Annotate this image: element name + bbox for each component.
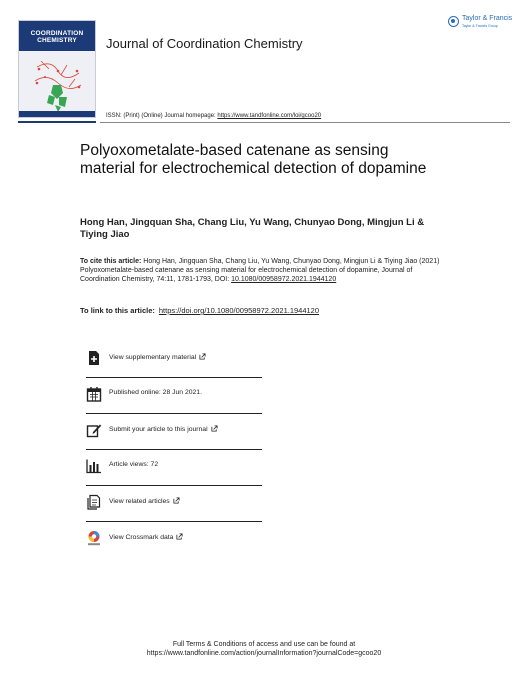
calendar-icon (86, 386, 102, 402)
view-crossmark-link[interactable] (86, 529, 262, 553)
article-authors: Hong Han, Jingquan Sha, Chang Liu, Yu Wang, Chunyao Dong, Mingjun Li & Tiying Jiao (80, 217, 425, 240)
header-divider (100, 122, 510, 123)
article-title: Polyoxometalate-based catenane as sensing material for electrochemical detection of dopamine (80, 142, 427, 177)
tf-logo-name: Taylor & Francis (462, 15, 513, 22)
external-link-icon (176, 533, 183, 540)
view-supplementary-material-link[interactable] (86, 349, 262, 373)
citation-doi[interactable]: 10.1080/00958972.2021.1944120 (231, 276, 337, 284)
issn-line (106, 113, 321, 119)
external-link-icon (211, 425, 218, 432)
article-views-label: Article views: 72 (109, 461, 159, 468)
external-link-icon (173, 497, 180, 504)
bar-chart-icon (86, 458, 102, 474)
action-divider (86, 377, 262, 378)
supplementary-label: View supplementary material (109, 354, 197, 361)
issn-label: ISSN: (Print) (Online) Journal homepage: (106, 113, 218, 119)
cover-title-line2: CHEMISTRY (37, 37, 77, 44)
tf-logo-icon (448, 16, 459, 27)
action-divider (86, 485, 262, 486)
published-online-info (86, 385, 262, 409)
article-doi-link[interactable]: https://doi.org/10.1080/00958972.2021.1944120 (158, 306, 320, 315)
taylor-francis-logo[interactable] (448, 14, 513, 32)
article-views-info (86, 457, 262, 481)
crossmark-icon (86, 530, 102, 546)
journal-cover-image (18, 20, 96, 118)
related-articles-icon (86, 494, 102, 510)
submit-article-link[interactable] (86, 421, 262, 445)
journal-title[interactable]: Journal of Coordination Chemistry (106, 36, 303, 51)
molecule-illustration (31, 57, 85, 113)
citation-label: To cite this article: (80, 258, 142, 265)
terms-footer-line1: Full Terms & Conditions of access and use can be found at (172, 641, 356, 648)
crossmark-label: View Crossmark data (109, 534, 174, 541)
journal-homepage-link[interactable]: https://www.tandfonline.com/loi/gcoo20 (217, 113, 322, 119)
article-link-line (80, 306, 319, 315)
action-divider (86, 449, 262, 450)
published-online-label: Published online: 28 Jun 2021. (109, 389, 202, 396)
edit-icon (86, 422, 102, 438)
cover-title-line1: COORDINATION (30, 30, 84, 37)
submit-article-label: Submit your article to this journal (109, 426, 208, 433)
terms-footer (0, 640, 528, 658)
article-link-label: To link to this article: (80, 306, 155, 315)
tf-logo-tagline: Taylor & Francis Group (462, 24, 498, 28)
related-articles-label: View related articles (109, 498, 170, 505)
citation-block (80, 257, 450, 285)
external-link-icon (199, 353, 206, 360)
header-divider-thick (18, 121, 96, 123)
citation-text: Hong Han, Jingquan Sha, Chang Liu, Yu Wang, Chunyao Dong, Mingjun Li & Tiying Jiao (2021) Polyoxometalate-based catenane as sensing material for electrochemical detection of dopamine, Journal of Coordination Chemistry, 74:11, 1781-1793, DOI: (80, 258, 440, 284)
supplementary-icon (86, 350, 102, 366)
action-divider (86, 521, 262, 522)
action-divider (86, 413, 262, 414)
view-related-articles-link[interactable] (86, 493, 262, 517)
terms-footer-link[interactable]: https://www.tandfonline.com/action/journalInformation?journalCode=gcoo20 (146, 650, 382, 657)
